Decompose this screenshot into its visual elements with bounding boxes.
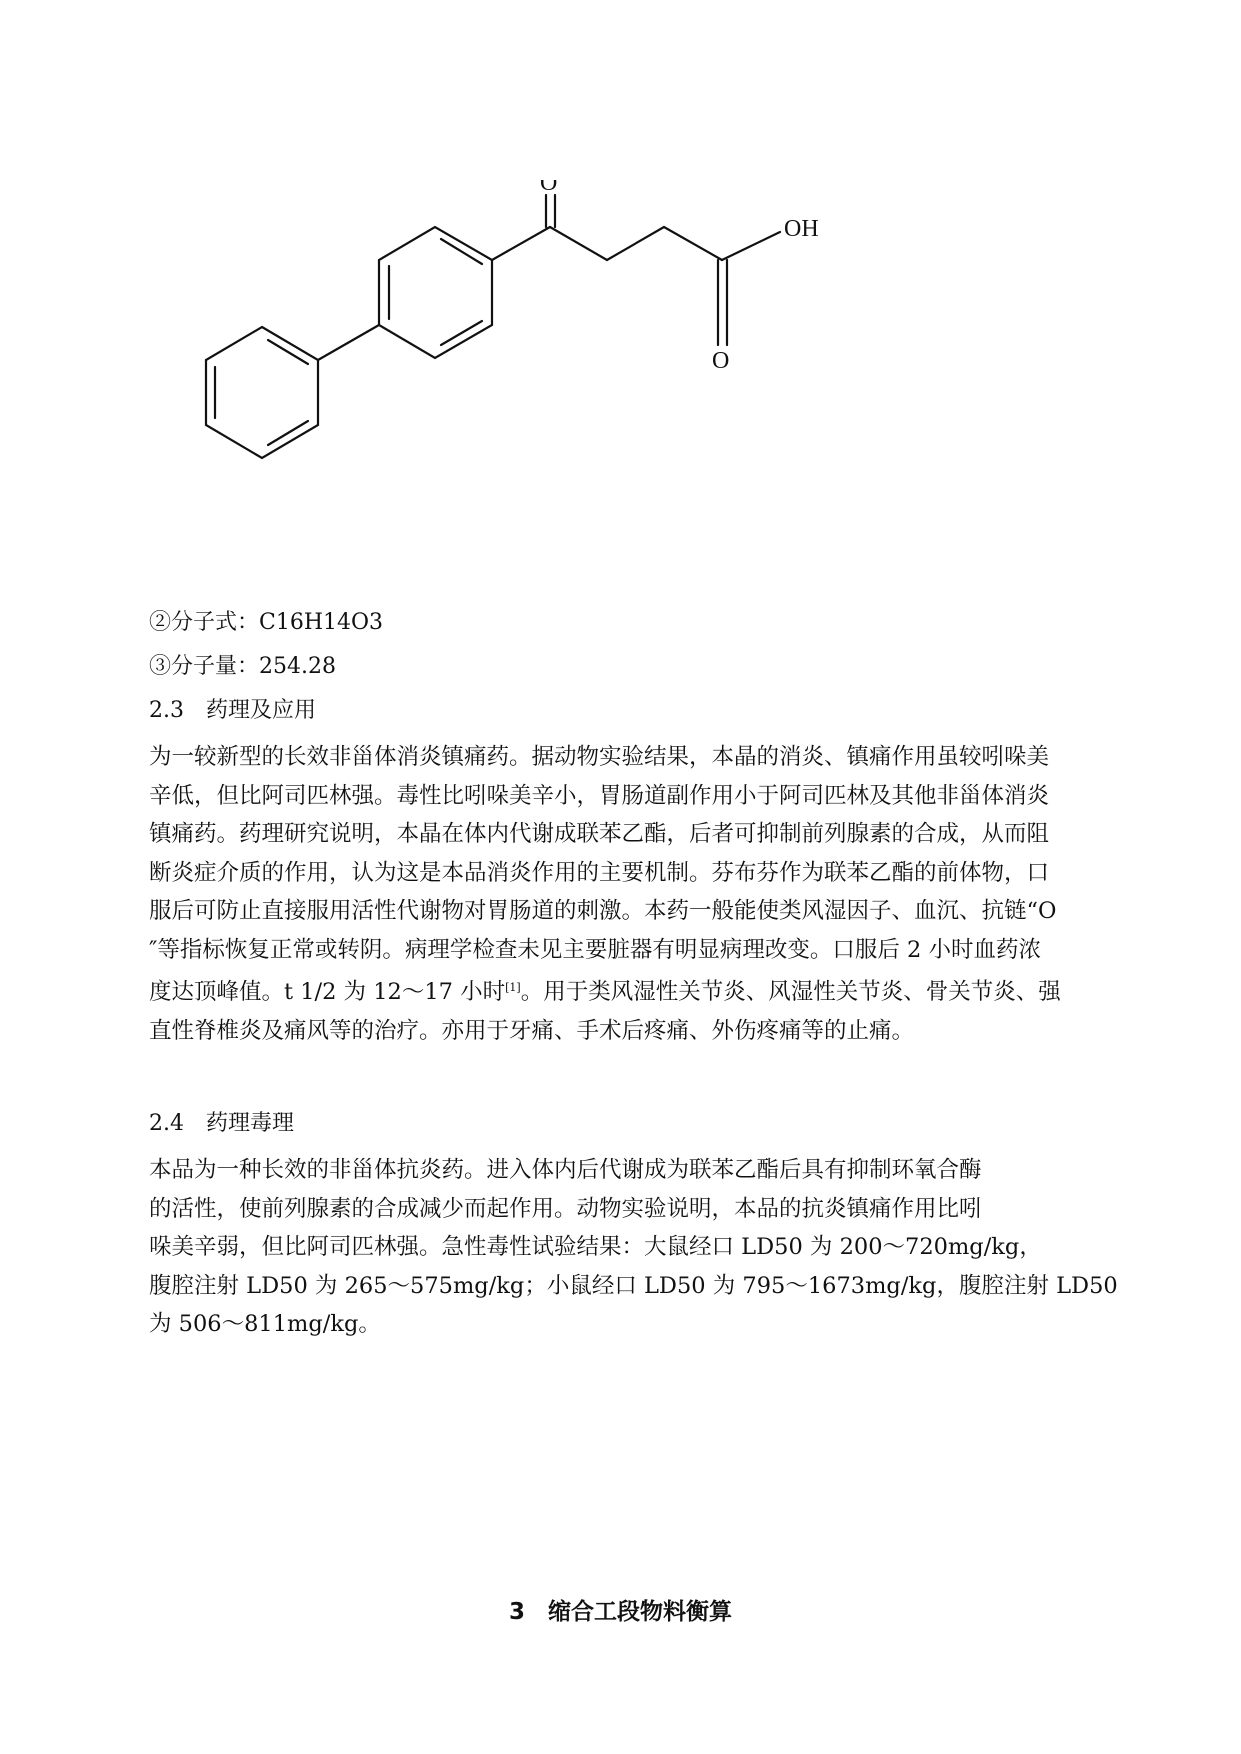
fenbufen-structure-diagram <box>200 180 850 540</box>
paragraph-line: 镇痛药。药理研究说明，本晶在体内代谢成联苯乙酯，后者可抑制前列腺素的合成，从而阻 <box>149 821 1050 847</box>
section-heading-2-4: 2.4 药理毒理 <box>149 1111 294 1136</box>
line-text: 。用于类风湿性关节炎、风湿性关节炎、骨关节炎、强 <box>520 979 1061 1005</box>
paragraph-line: ″等指标恢复正常或转阴。病理学检查未见主要脏器有明显病理改变。口服后 2 小时血药浓 <box>149 936 1042 963</box>
paragraph-line: 服后可防止直接服用活性代谢物对胃肠道的刺激。本药一般能使类风湿因子、血沉、抗链“O <box>149 898 1057 924</box>
chemical-structure <box>200 180 850 540</box>
keto-acid-chain <box>492 195 780 345</box>
paragraph-line: 断炎症介质的作用，认为这是本品消炎作用的主要机制。芬布芬作为联苯乙酯的前体物，口 <box>149 859 1050 886</box>
paragraph-line: 本品为一种长效的非甾体抗炎药。进入体内后代谢成为联苯乙酯后具有抑制环氧合酶 <box>149 1157 982 1183</box>
paragraph-line: 为一较新型的长效非甾体消炎镇痛药。据动物实验结果，本晶的消炎、镇痛作用虽较吲哚美 <box>149 744 1050 770</box>
toxicology-paragraph <box>149 1151 1118 1344</box>
chapter-heading: 3 缩合工段物料衡算 <box>508 1599 732 1625</box>
biaryl-bond <box>318 325 379 360</box>
paragraph-line: 为 506～811mg/kg。 <box>149 1311 381 1337</box>
hydroxyl-label: OH <box>784 216 819 242</box>
ketone-oxygen-label: O <box>540 180 558 196</box>
phenylene-ring <box>379 227 492 358</box>
phenyl-ring <box>206 327 318 458</box>
paragraph-line: 的活性，使前列腺素的合成减少而起作用。动物实验说明，本品的抗炎镇痛作用比吲 <box>149 1195 982 1222</box>
molecular-formula: ②分子式：C16H14O3 <box>149 610 384 635</box>
paragraph-line: 直性脊椎炎及痛风等的治疗。亦用于牙痛、手术后疼痛、外伤疼痛等的止痛。 <box>149 1017 915 1044</box>
pharmacology-paragraph <box>149 738 1061 1050</box>
line-text: 度达顶峰值。t 1/2 为 12～17 小时 <box>149 979 506 1005</box>
paragraph-line <box>149 969 1061 1012</box>
paragraph-line: 腹腔注射 LD50 为 265～575mg/kg；小鼠经口 LD50 为 795～1673mg/kg，腹腔注射 LD50 <box>149 1272 1118 1299</box>
molecular-weight: ③分子量：254.28 <box>149 654 336 679</box>
carbonyl-oxygen-label: O <box>712 348 730 374</box>
paragraph-line: 辛低，但比阿司匹林强。毒性比吲哚美辛小，胃肠道副作用小于阿司匹林及其他非甾体消炎 <box>149 782 1050 809</box>
paragraph-line: 哚美辛弱，但比阿司匹林强。急性毒性试验结果：大鼠经口 LD50 为 200～720mg/kg， <box>149 1234 1042 1260</box>
citation-reference: [1] <box>505 981 521 994</box>
section-heading-2-3: 2.3 药理及应用 <box>149 698 316 723</box>
